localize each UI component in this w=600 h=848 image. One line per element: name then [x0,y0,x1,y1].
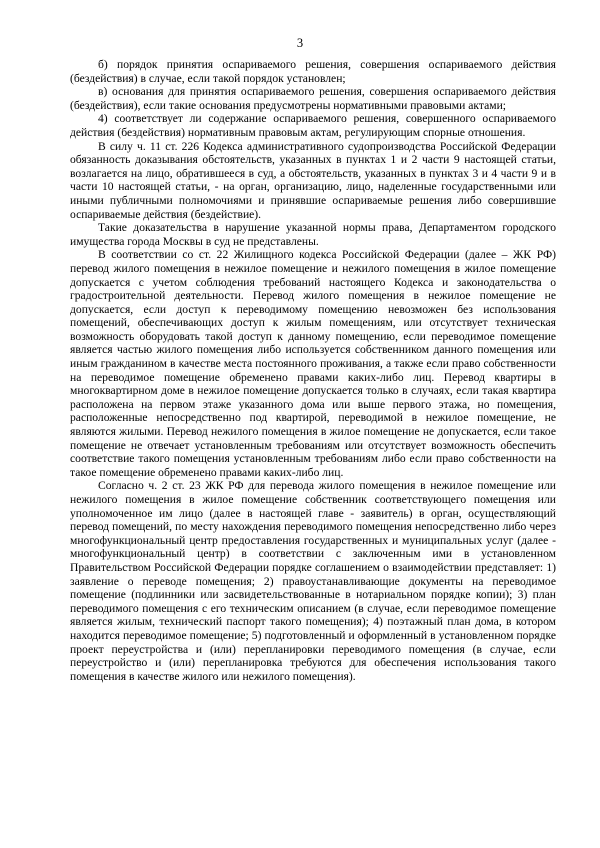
paragraph-item-4: 4) соответствует ли содержание оспариваемого решения, совершенного оспариваемого действия (бездействия) нормативным правовым актам, регулирующим спорные отношения. [70,112,556,139]
paragraph-burden-of-proof: В силу ч. 11 ст. 226 Кодекса административного судопроизводства Российской Федерации обязанность доказывания обстоятельств, указанных в пунктах 1 и 2 части 9 настоящей статьи, возлагается на лицо, обратившееся в суд, а обстоятельств, указанных в пунктах 3 и 4 части 9 и в части 10 настоящей статьи, - на орган, организацию, лицо, наделенные государственными или иными публичными полномочиями и принявшие оспариваемые решения либо совершившие оспариваемые действия (бездействие). [70,139,556,221]
paragraph-no-evidence: Такие доказательства в нарушение указанной нормы права, Департаментом городского имущества города Москвы в суд не представлены. [70,221,556,248]
document-body [70,58,556,683]
page-number: 3 [296,36,304,50]
paragraph-item-v: в) основания для принятия оспариваемого решения, совершения оспариваемого действия (бездействия), если такие основания предусмотрены нормативными правовыми актами; [70,85,556,112]
paragraph-item-b: б) порядок принятия оспариваемого решения, совершения оспариваемого действия (бездействия) в случае, если такой порядок установлен; [70,58,556,85]
paragraph-article-22: В соответствии со ст. 22 Жилищного кодекса Российской Федерации (далее – ЖК РФ) перевод жилого помещения в нежилое помещение и нежилого помещения в жилое помещение допускается с учетом соблюдения требований настоящего Кодекса и законодательства о градостроительной деятельности. Перевод жилого помещения в нежилое помещение не допускается, если доступ к переводимому помещению невозможен без использования помещений, обеспечивающих доступ к жилым помещениям, или отсутствует техническая возможность оборудовать такой доступ к данному помещению, если переводимое помещение является частью жилого помещения либо используется собственником данного помещения или иным гражданином в качестве места постоянного проживания, а также если право собственности на переводимое помещение обременено правами каких-либо лиц. Перевод квартиры в многоквартирном доме в нежилое помещение допускается только в случаях, если такая квартира расположена на первом этаже указанного дома или выше первого этажа, но помещения, расположенные непосредственно под квартирой, переводимой в нежилое помещение, не являются жилыми. Перевод нежилого помещения в жилое помещение не допускается, если такое помещение не отвечает установленным требованиям или отсутствует возможность обеспечить соответствие такого помещения установленным требованиям либо если право собственности на такое помещение обременено правами каких-либо лиц. [70,248,556,479]
paragraph-article-23: Согласно ч. 2 ст. 23 ЖК РФ для перевода жилого помещения в нежилое помещение или нежилого помещения в жилое помещение собственник соответствующего помещения или уполномоченное им лицо (далее в настоящей главе - заявитель) в орган, осуществляющий перевод помещений, по месту нахождения переводимого помещения непосредственно либо через многофункциональный центр предоставления государственных и муниципальных услуг (далее - многофункциональный центр) в соответствии с заключенным ими в установленном Правительством Российской Федерации порядке соглашением о взаимодействии представляет: 1) заявление о переводе помещения; 2) правоустанавливающие документы на переводимое помещение (подлинники или засвидетельствованные в нотариальном порядке копии); 3) план переводимого помещения с его техническим описанием (в случае, если переводимое помещение является жилым, технический паспорт такого помещения); 4) поэтажный план дома, в котором находится переводимое помещение; 5) подготовленный и оформленный в установленном порядке проект переустройства и (или) перепланировки переводимого помещения (в случае, если переустройство и (или) перепланировка требуются для обеспечения использования такого помещения в качестве жилого или нежилого помещения). [70,479,556,683]
